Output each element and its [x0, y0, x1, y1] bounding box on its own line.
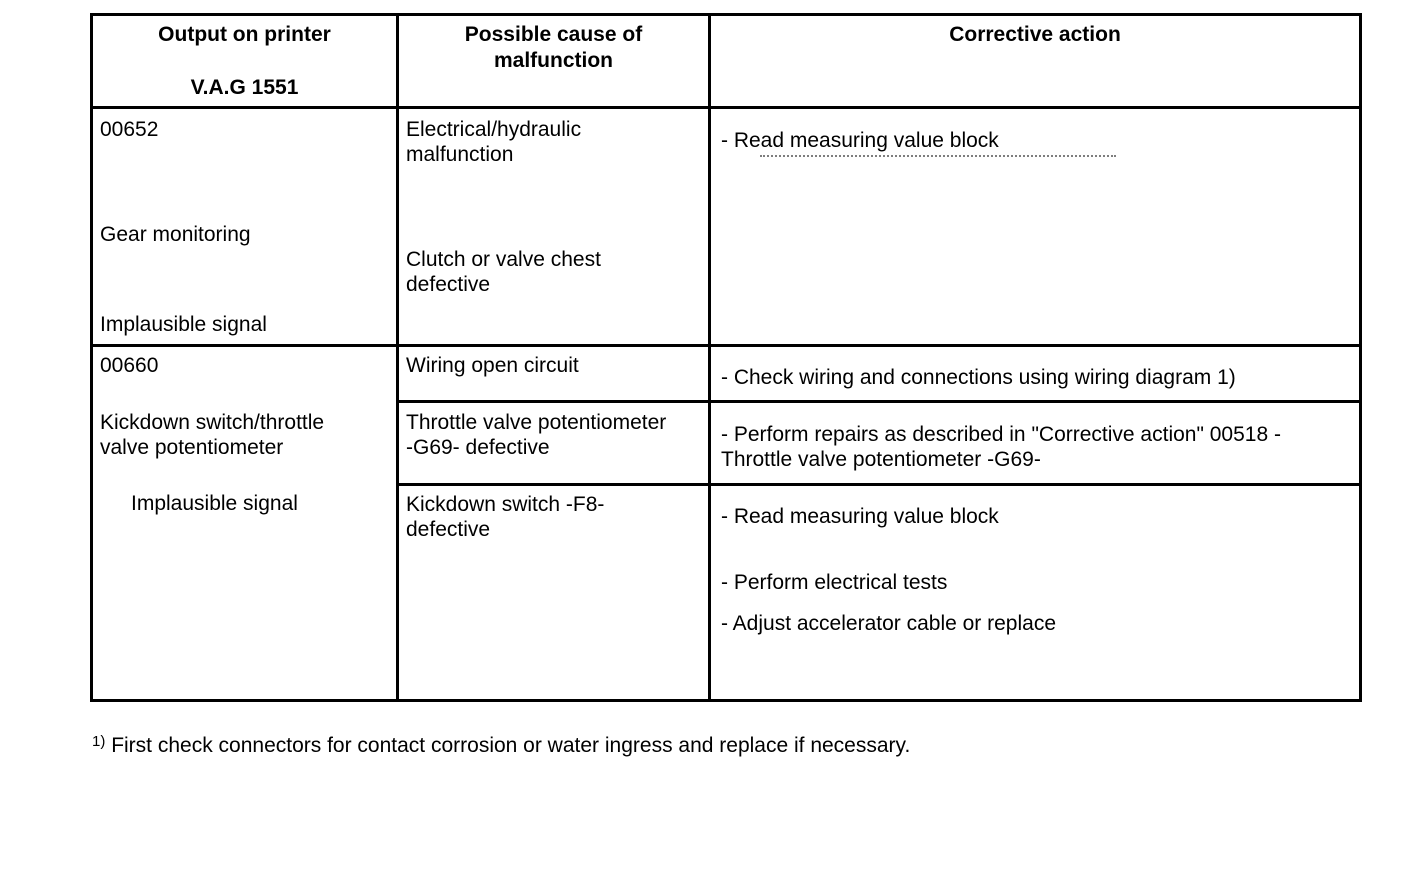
- row2-component-line2: valve potentiometer: [100, 436, 284, 459]
- row2-sub3-action1: - Read measuring value block: [721, 505, 999, 528]
- scan-artifact-dots: [760, 155, 1116, 157]
- row1-action1: - Read measuring value block: [721, 129, 999, 152]
- header-cause-line1: Possible cause of: [464, 23, 643, 46]
- row2-sub2-action-line2: Throttle valve potentiometer -G69-: [721, 448, 1041, 471]
- header-output-device: V.A.G 1551: [190, 76, 299, 99]
- row2-sub2-action-line1: - Perform repairs as described in "Corrective action" 00518 -: [721, 423, 1281, 446]
- column-divider-2: [708, 13, 711, 702]
- footnote-text: First check connectors for contact corrosion or water ingress and replace if necessary.: [111, 734, 911, 757]
- row2-sub3-action3: - Adjust accelerator cable or replace: [721, 612, 1057, 635]
- header-output-title: Output on printer: [158, 23, 331, 46]
- row1-cause1-line2: malfunction: [406, 143, 514, 166]
- header-action: Corrective action: [949, 23, 1121, 46]
- row2-sub3-cause-line1: Kickdown switch -F8-: [406, 493, 605, 516]
- row1-cause1-line1: Electrical/hydraulic: [406, 118, 582, 141]
- row-divider-1: [90, 344, 1362, 347]
- table-border-top: [90, 13, 1362, 16]
- row2-signal: Implausible signal: [131, 492, 298, 515]
- row2-sub3-cause-line2: defective: [406, 518, 491, 541]
- table-border-bottom: [90, 699, 1362, 702]
- column-divider-1: [396, 13, 399, 702]
- row2-sub2-cause-line2: -G69- defective: [406, 436, 550, 459]
- row2-sub1-action: - Check wiring and connections using wiring diagram 1): [721, 366, 1236, 389]
- table-border-left: [90, 13, 93, 702]
- row2-sub2-cause-line1: Throttle valve potentiometer: [406, 411, 667, 434]
- row2-component-line1: Kickdown switch/throttle: [100, 411, 325, 434]
- header-cause-line2: malfunction: [494, 49, 613, 72]
- row1-fault-code: 00652: [100, 118, 159, 141]
- footnote: [92, 733, 910, 758]
- row1-signal: Implausible signal: [100, 313, 267, 336]
- header-row-divider: [90, 106, 1362, 109]
- row2-sub3-action2: - Perform electrical tests: [721, 571, 948, 594]
- row2-sub1-cause: Wiring open circuit: [406, 354, 579, 377]
- row1-cause2-line1: Clutch or valve chest: [406, 248, 601, 271]
- subrow-divider-1: [396, 400, 1362, 403]
- footnote-marker: 1): [92, 733, 106, 750]
- table-border-right: [1359, 13, 1362, 702]
- row1-cause2-line2: defective: [406, 273, 491, 296]
- subrow-divider-2: [396, 483, 1362, 486]
- row2-fault-code: 00660: [100, 354, 159, 377]
- row1-component: Gear monitoring: [100, 223, 251, 246]
